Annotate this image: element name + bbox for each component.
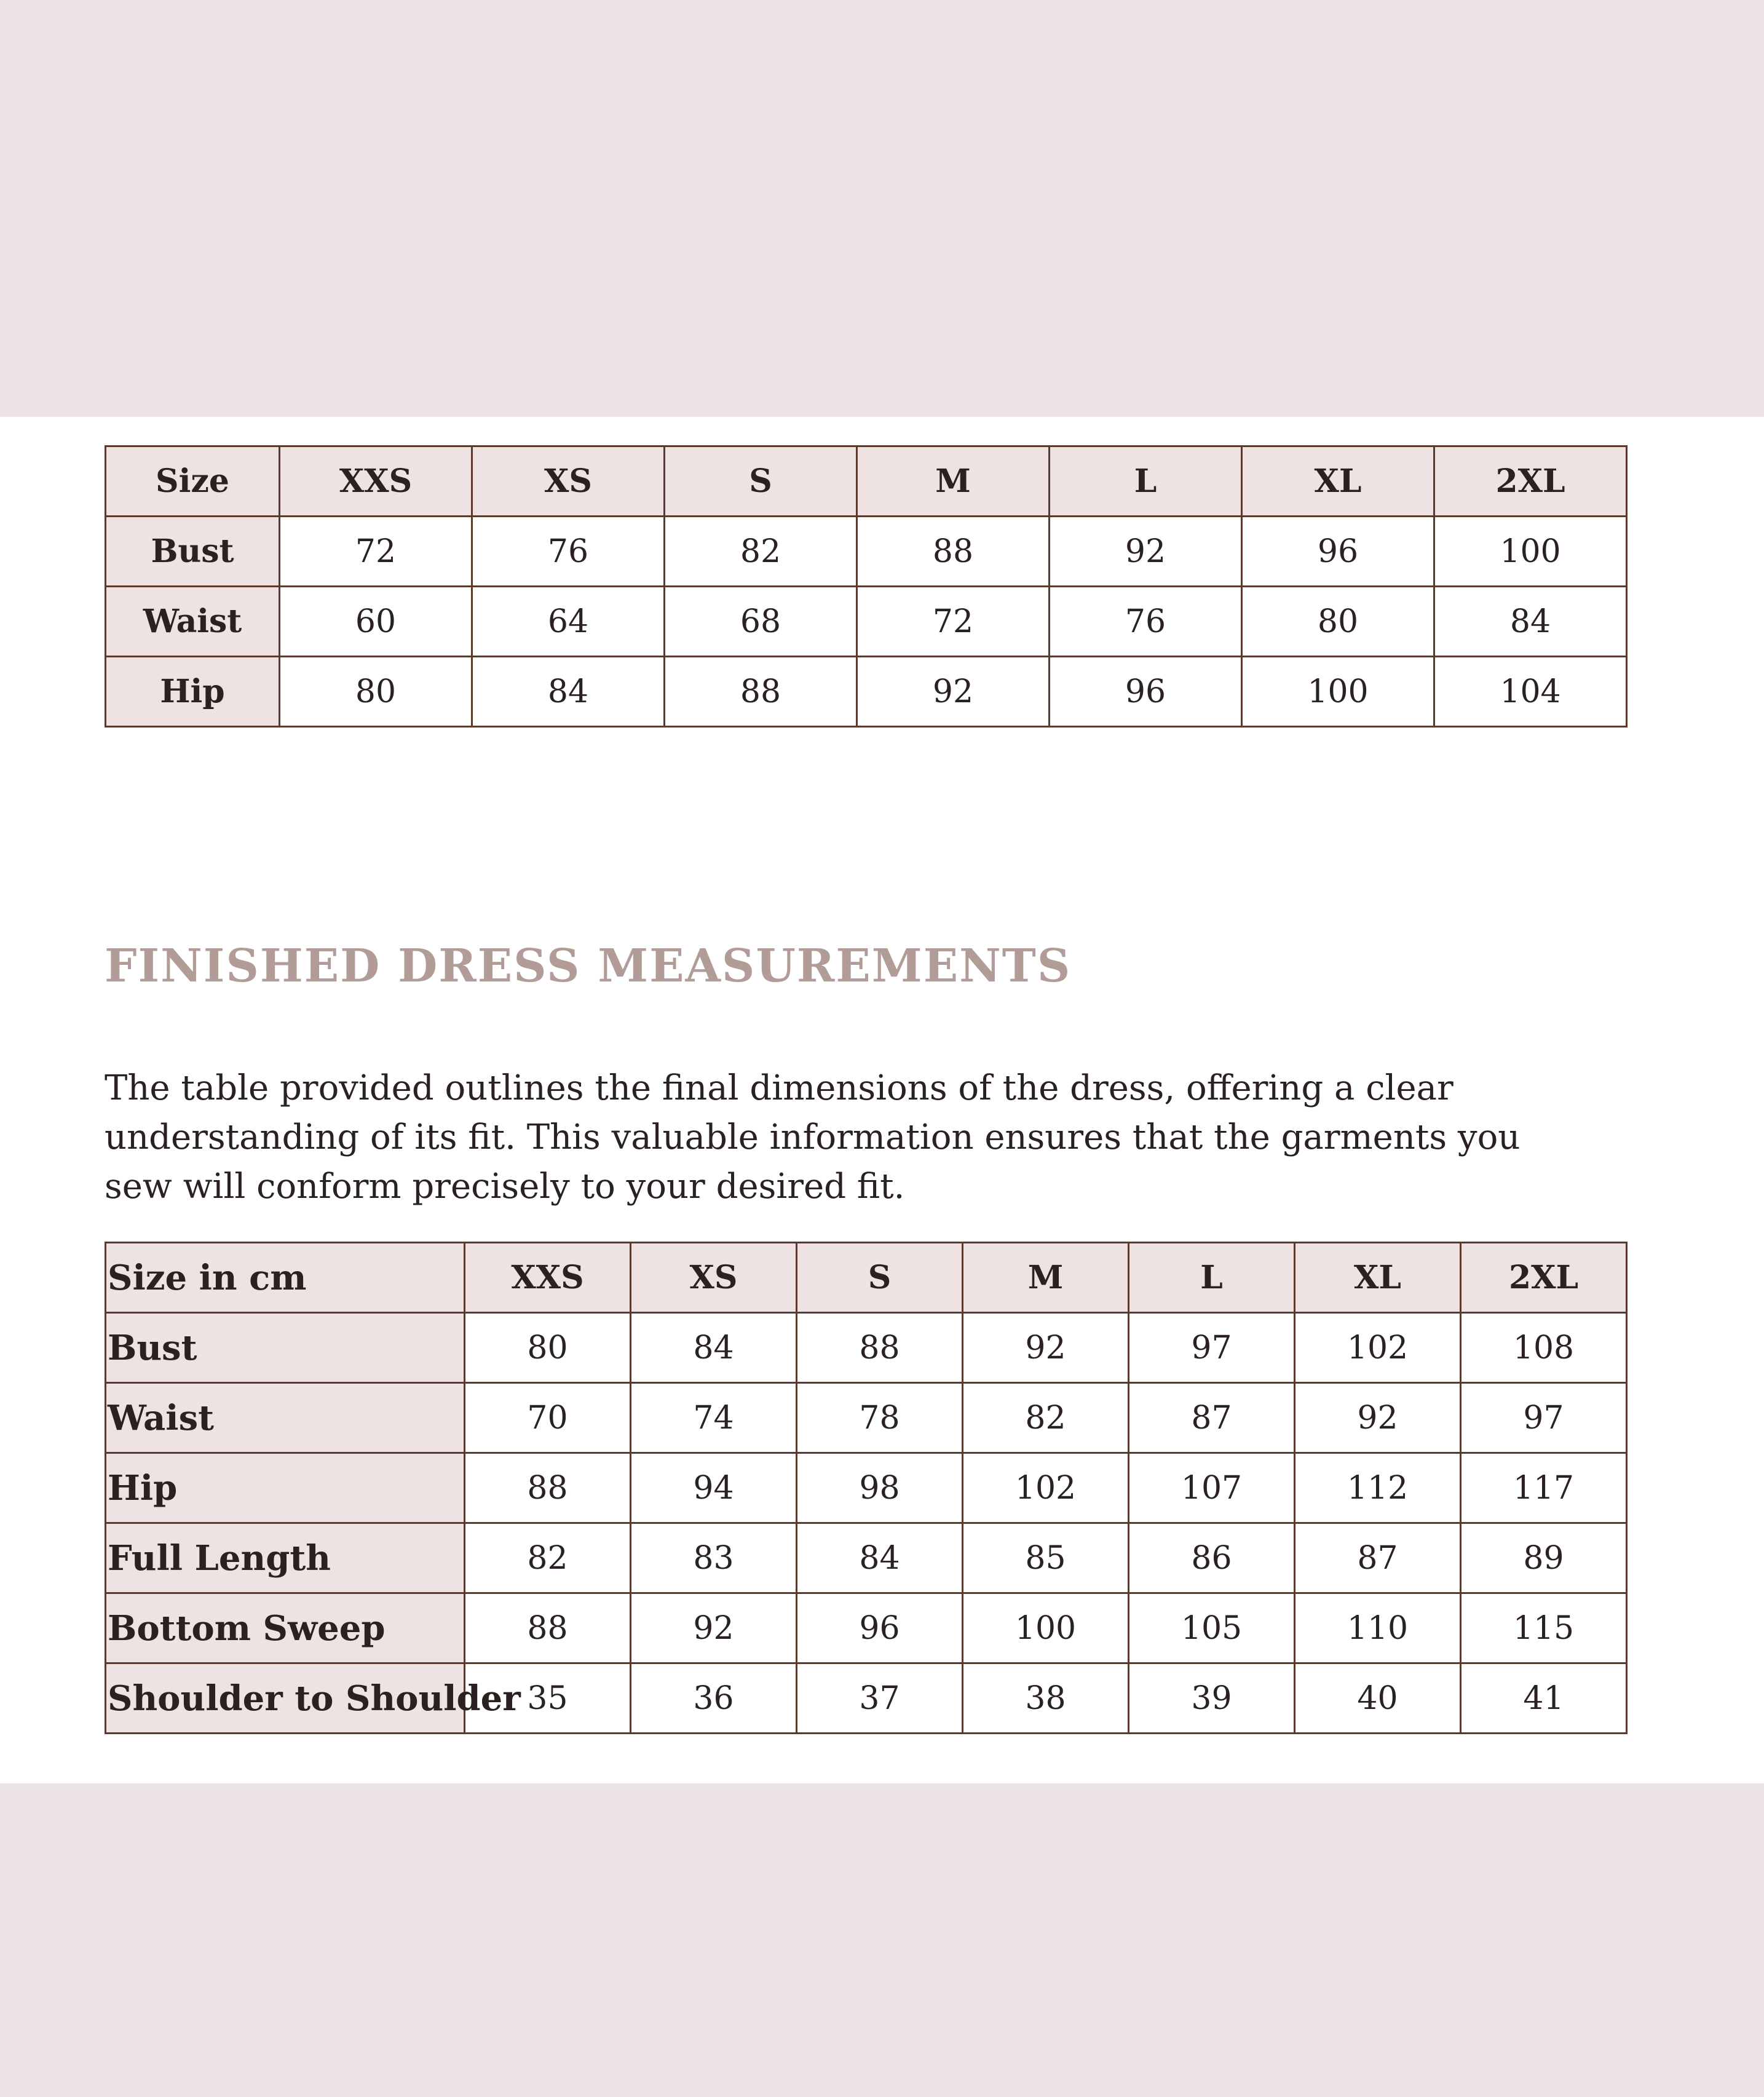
header-cell: XXS (465, 1243, 631, 1313)
table-row (106, 517, 1627, 587)
header-cell: XL (1242, 446, 1434, 517)
table-header-row (106, 446, 1627, 517)
table-cell: 82 (465, 1523, 631, 1593)
table-row (106, 1453, 1627, 1523)
table-cell: 92 (1050, 517, 1242, 587)
table-cell: 82 (963, 1383, 1129, 1453)
header-cell: Size (106, 446, 280, 517)
header-cell: M (857, 446, 1050, 517)
header-cell: 2XL (1461, 1243, 1627, 1313)
table-cell: 68 (665, 587, 857, 657)
row-label: Bottom Sweep (106, 1593, 465, 1663)
table-cell: 36 (631, 1663, 797, 1734)
table-cell: 94 (631, 1453, 797, 1523)
intro-paragraph: The table provided outlines the final dimensions of the dress, offering a clear understanding of its fit. This valuable information ensures that the garments you sew will conform precisely to your desired fit. (105, 1068, 1521, 1207)
table-cell: 107 (1129, 1453, 1295, 1523)
table-cell: 98 (797, 1453, 963, 1523)
table-cell: 100 (963, 1593, 1129, 1663)
table-cell: 85 (963, 1523, 1129, 1593)
table-cell: 100 (1242, 657, 1434, 727)
table-cell: 83 (631, 1523, 797, 1593)
table-cell: 97 (1461, 1383, 1627, 1453)
table-cell: 80 (465, 1313, 631, 1383)
table-cell: 87 (1129, 1383, 1295, 1453)
table-cell: 39 (1129, 1663, 1295, 1734)
header-cell: XL (1295, 1243, 1461, 1313)
table-cell: 88 (465, 1453, 631, 1523)
row-label: Bust (106, 1313, 465, 1383)
table-cell: 104 (1434, 657, 1627, 727)
table-cell: 37 (797, 1663, 963, 1734)
row-label: Bust (106, 517, 280, 587)
table-cell: 60 (280, 587, 472, 657)
table-cell: 41 (1461, 1663, 1627, 1734)
header-cell: S (797, 1243, 963, 1313)
table-row (106, 1523, 1627, 1593)
table-cell: 92 (1295, 1383, 1461, 1453)
row-label: Hip (106, 657, 280, 727)
table-cell: 102 (963, 1453, 1129, 1523)
table-row (106, 1383, 1627, 1453)
content-page (0, 417, 1764, 1783)
table-cell: 112 (1295, 1453, 1461, 1523)
section-title: FINISHED DRESS MEASUREMENTS (105, 940, 1072, 993)
table-cell: 87 (1295, 1523, 1461, 1593)
table-cell: 70 (465, 1383, 631, 1453)
table-cell: 115 (1461, 1593, 1627, 1663)
table-cell: 89 (1461, 1523, 1627, 1593)
table-cell: 88 (465, 1593, 631, 1663)
table-cell: 84 (631, 1313, 797, 1383)
header-cell: Size in cm (106, 1243, 465, 1313)
table-cell: 35 (465, 1663, 631, 1734)
header-cell: XXS (280, 446, 472, 517)
table-cell: 110 (1295, 1593, 1461, 1663)
table-row (106, 587, 1627, 657)
table-cell: 84 (472, 657, 665, 727)
table-cell: 74 (631, 1383, 797, 1453)
row-label: Hip (106, 1453, 465, 1523)
header-cell: L (1129, 1243, 1295, 1313)
table-cell: 117 (1461, 1453, 1627, 1523)
table-row (106, 657, 1627, 727)
table-cell: 97 (1129, 1313, 1295, 1383)
header-cell: L (1050, 446, 1242, 517)
table-cell: 38 (963, 1663, 1129, 1734)
table-cell: 72 (280, 517, 472, 587)
table-cell: 80 (1242, 587, 1434, 657)
row-label: Shoulder to Shoulder (106, 1663, 465, 1734)
table-cell: 84 (797, 1523, 963, 1593)
table-cell: 96 (1050, 657, 1242, 727)
row-label: Waist (106, 587, 280, 657)
table-cell: 80 (280, 657, 472, 727)
table-cell: 76 (472, 517, 665, 587)
header-cell: XS (472, 446, 665, 517)
table-header-row (106, 1243, 1627, 1313)
table-cell: 108 (1461, 1313, 1627, 1383)
table-cell: 96 (797, 1593, 963, 1663)
table-cell: 100 (1434, 517, 1627, 587)
table-cell: 64 (472, 587, 665, 657)
table-cell: 92 (857, 657, 1050, 727)
table-cell: 84 (1434, 587, 1627, 657)
table-cell: 92 (631, 1593, 797, 1663)
table-row (106, 1663, 1627, 1734)
table-row (106, 1593, 1627, 1663)
table-cell: 102 (1295, 1313, 1461, 1383)
row-label: Waist (106, 1383, 465, 1453)
table-cell: 88 (665, 657, 857, 727)
table-cell: 40 (1295, 1663, 1461, 1734)
table-cell: 72 (857, 587, 1050, 657)
table-cell: 76 (1050, 587, 1242, 657)
table-cell: 88 (797, 1313, 963, 1383)
table-cell: 82 (665, 517, 857, 587)
table-cell: 96 (1242, 517, 1434, 587)
table-cell: 78 (797, 1383, 963, 1453)
header-cell: 2XL (1434, 446, 1627, 517)
header-cell: M (963, 1243, 1129, 1313)
table-cell: 86 (1129, 1523, 1295, 1593)
body-measurements-table (105, 445, 1628, 727)
finished-measurements-table (105, 1242, 1628, 1734)
row-label: Full Length (106, 1523, 465, 1593)
table-row (106, 1313, 1627, 1383)
header-cell: XS (631, 1243, 797, 1313)
table-cell: 88 (857, 517, 1050, 587)
table-cell: 105 (1129, 1593, 1295, 1663)
table-cell: 92 (963, 1313, 1129, 1383)
header-cell: S (665, 446, 857, 517)
